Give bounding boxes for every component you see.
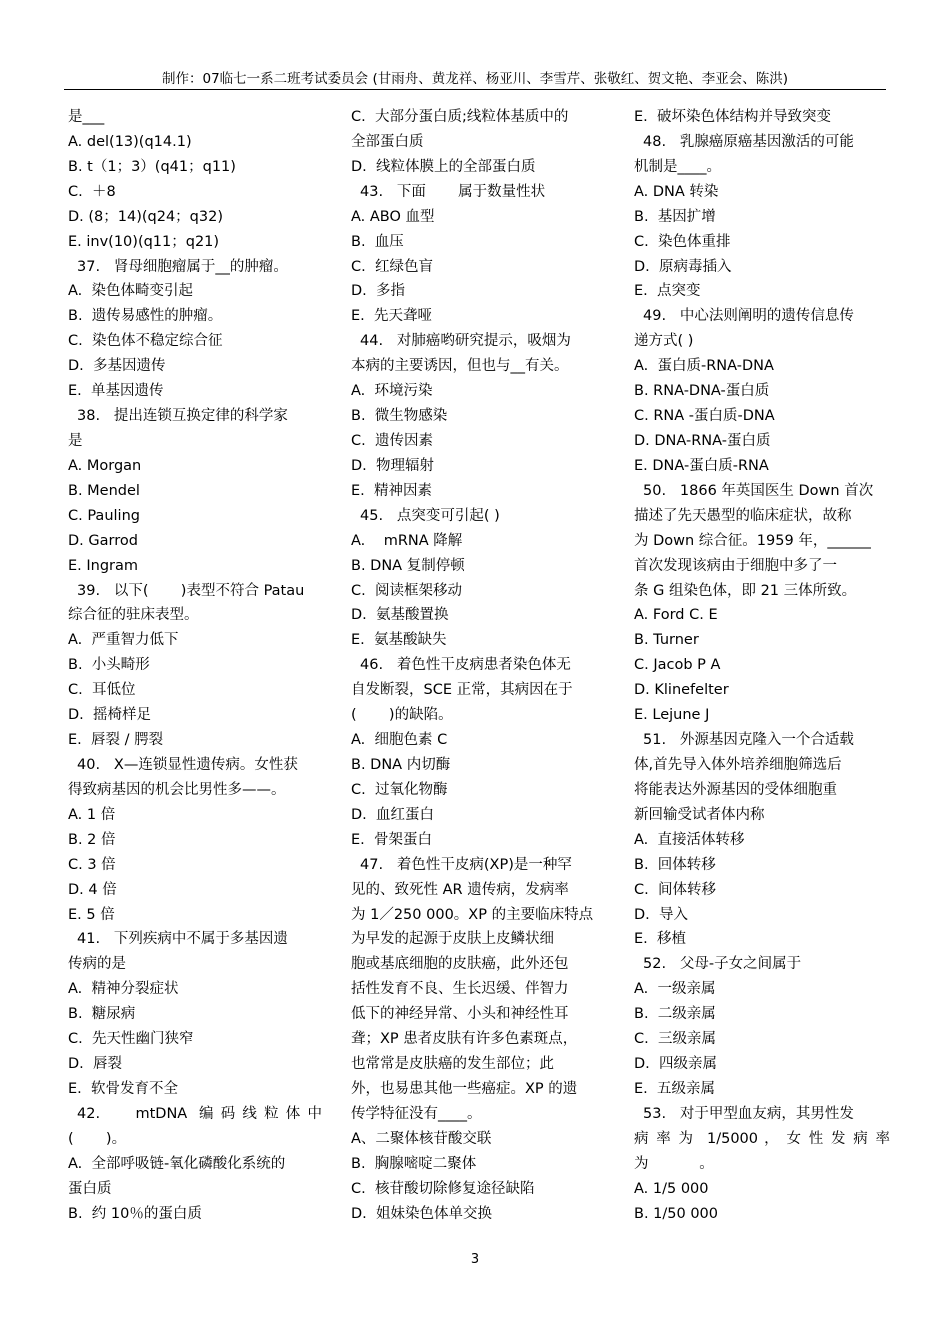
text-line: C. 遗传因素 xyxy=(351,432,433,449)
text-line: E. 5 倍 xyxy=(68,906,115,923)
text-line: 将能表达外源基因的受体细胞重 xyxy=(634,781,837,798)
text-line: E. 氨基酸缺失 xyxy=(351,632,447,649)
text-line: B. Turner xyxy=(634,632,699,649)
text-line: A、二聚体核苷酸交联 xyxy=(351,1130,492,1147)
text-line: A. 全部呼吸链-氧化磷酸化系统的 xyxy=(68,1155,286,1172)
text-line: 机制是____。 xyxy=(634,158,721,175)
text-line: A. 直接活体转移 xyxy=(634,831,745,848)
text-line: B. 胸腺嘧啶二聚体 xyxy=(351,1155,477,1172)
text-line: D. 导入 xyxy=(634,906,688,923)
text-line: C. 红绿色盲 xyxy=(351,258,433,275)
text-line: C. 染色体重排 xyxy=(634,233,731,250)
question-line: 39. 以下( )表型不符合 Patau xyxy=(77,582,305,599)
question-line: 48. 乳腺癌原癌基因激活的可能 xyxy=(643,133,854,150)
text-line: A. 细胞色素 C xyxy=(351,732,448,749)
text-line: A. mRNA 降解 xyxy=(351,532,463,549)
text-line: 传学特征没有____。 xyxy=(351,1105,482,1122)
text-line: A. DNA 转染 xyxy=(634,183,719,200)
question-line: 52. 父母-子女之间属于 xyxy=(643,956,802,973)
text-line: C. 阅读框架移动 xyxy=(351,582,462,599)
text-line: D. 姐妹染色体单交换 xyxy=(351,1205,492,1222)
text-line: C. 三级亲属 xyxy=(634,1031,716,1048)
text-line: A. 一级亲属 xyxy=(634,981,716,998)
text-line: D. Klinefelter xyxy=(634,682,729,699)
text-line: E. 单基因遗传 xyxy=(68,383,164,400)
text-line: E. 破坏染色体结构并导致突变 xyxy=(634,109,831,125)
text-line: A. Ford C. E xyxy=(634,607,718,624)
text-line: B. 2 倍 xyxy=(68,831,116,848)
question-line: 40. X—连锁显性遗传病。女性获 xyxy=(77,756,298,773)
text-line: B. 小头畸形 xyxy=(68,657,150,674)
question-line: 41. 下列疾病中不属于多基因遗 xyxy=(77,931,288,948)
question-line: 45. 点突变可引起( ) xyxy=(360,507,500,524)
text-line: ( )的缺陷。 xyxy=(351,707,453,724)
text-line: A. 精神分裂症状 xyxy=(68,981,179,998)
text-line: D. 血红蛋白 xyxy=(351,806,434,823)
question-line: 46. 着色性干皮病患者染色体无 xyxy=(360,657,571,674)
text-line: D. 原病毒插入 xyxy=(634,258,732,275)
text-line: E. inv(10)(q11；q21) xyxy=(68,233,220,250)
text-line: D. 物理辐射 xyxy=(351,457,434,474)
column-1 xyxy=(68,105,322,1226)
question-line: 37. 肾母细胞瘤属于__的肿瘤。 xyxy=(77,258,288,275)
text-line: 得致病基因的机会比男性多——。 xyxy=(68,781,286,798)
text-line: A. ABO 血型 xyxy=(351,208,435,225)
text-line: D. 多基因遗传 xyxy=(68,358,166,375)
text-line: 也常常是皮肤癌的发生部位；此 xyxy=(351,1056,554,1073)
text-line: A. 染色体畸变引起 xyxy=(68,283,193,300)
text-line: 传病的是 xyxy=(68,956,126,973)
text-line: E. 点突变 xyxy=(634,283,701,300)
text-line: 聋；XP 患者皮肤有许多色素斑点， xyxy=(351,1031,578,1048)
text-line: D. 摇椅样足 xyxy=(68,707,151,724)
text-line: B. DNA 内切酶 xyxy=(351,756,451,773)
text-line: 低下的神经异常、小头和神经性耳 xyxy=(351,1006,569,1023)
text-line: E. DNA-蛋白质-RNA xyxy=(634,457,769,474)
header-rule xyxy=(64,89,886,90)
text-line: D. 线粒体膜上的全部蛋白质 xyxy=(351,158,536,175)
text-line: B. DNA 复制停顿 xyxy=(351,557,465,574)
text-line: B. Mendel xyxy=(68,482,140,499)
text-line: B. 血压 xyxy=(351,233,404,250)
question-line: 38. 提出连锁互换定律的科学家 xyxy=(77,408,288,425)
text-line: B. 约 10％的蛋白质 xyxy=(68,1205,202,1222)
text-line: A. 严重智力低下 xyxy=(68,632,179,649)
text-line: 描述了先天愚型的临床症状，故称 xyxy=(634,507,852,524)
text-line: A. 1/5 000 xyxy=(634,1180,709,1197)
text-line: D. (8；14)(q24；q32) xyxy=(68,208,223,225)
text-line: B. 糖尿病 xyxy=(68,1006,136,1023)
text-line: 全部蛋白质 xyxy=(351,133,424,150)
text-line: B. 遗传易感性的肿瘤。 xyxy=(68,308,223,325)
text-line: A. 环境污染 xyxy=(351,383,433,400)
page-header: 制作：07临七一系二班考试委员会 (甘雨舟、黄龙祥、杨亚川、李雪芹、张敬红、贺文艳、李亚会、陈洪) xyxy=(161,71,788,87)
text-line: D. 4 倍 xyxy=(68,881,117,898)
text-line: E. 唇裂 / 腭裂 xyxy=(68,732,164,749)
text-line: C. 耳低位 xyxy=(68,682,136,699)
text-line: C. Pauling xyxy=(68,507,140,524)
text-line: 为 Down 综合征。1959 年，______ xyxy=(634,532,871,549)
text-line: E. 骨架蛋白 xyxy=(351,831,432,848)
text-line: C. 3 倍 xyxy=(68,856,116,873)
text-line: C. 先天性幽门狭窄 xyxy=(68,1031,194,1048)
text-line: E. 软骨发育不全 xyxy=(68,1080,178,1097)
text-line: C. 过氧化物酶 xyxy=(351,781,448,798)
text-line: 自发断裂，SCE 正常，其病因在于 xyxy=(351,682,573,699)
text-line: B. 1/50 000 xyxy=(634,1205,719,1222)
text-line: C. 核苷酸切除修复途径缺陷 xyxy=(351,1180,535,1197)
text-line: D. DNA-RNA-蛋白质 xyxy=(634,432,771,449)
text-line: E. 五级亲属 xyxy=(634,1080,715,1097)
text-line: A. 1 倍 xyxy=(68,806,116,823)
text-line: D. 唇裂 xyxy=(68,1056,122,1073)
question-line: 44. 对肺癌哟研究提示，吸烟为 xyxy=(360,333,571,350)
column-3 xyxy=(634,105,890,1226)
text-line: B. 微生物感染 xyxy=(351,408,448,425)
question-line: 53. 对于甲型血友病，其男性发 xyxy=(643,1105,854,1122)
text-line: 是 xyxy=(68,432,83,449)
text-line: 为早发的起源于皮肤上皮鳞状细 xyxy=(351,931,554,948)
text-line: C. Jacob P A xyxy=(634,657,721,674)
text-line: E. 精神因素 xyxy=(351,482,432,499)
text-line: ( )。 xyxy=(68,1130,127,1147)
text-line: 条 G 组染色体，即 21 三体所致。 xyxy=(634,582,857,599)
question-line: 43. 下面 属于数量性状 xyxy=(360,183,546,200)
text-line: E. 先天聋哑 xyxy=(351,308,432,325)
text-line: A. 蛋白质-RNA-DNA xyxy=(634,358,774,375)
text-line: C. 间体转移 xyxy=(634,881,716,898)
text-line: C. 染色体不稳定综合征 xyxy=(68,333,223,350)
page-number: 3 xyxy=(470,1252,480,1267)
text-line: B. 回体转移 xyxy=(634,856,716,873)
text-line: 本病的主要诱因，但也与__有关。 xyxy=(351,358,569,375)
question-line: 49. 中心法则阐明的遗传信息传 xyxy=(643,308,854,325)
text-line: 括性发育不良、生长迟缓、伴智力 xyxy=(351,981,569,998)
text-line: B. RNA-DNA-蛋白质 xyxy=(634,383,770,400)
text-line: B. 二级亲属 xyxy=(634,1006,716,1023)
question-line: 50. 1866 年英国医生 Down 首次 xyxy=(643,482,874,499)
text-line: E. Lejune J xyxy=(634,707,710,724)
text-line: A. Morgan xyxy=(68,457,142,474)
text-line: D. 氨基酸置换 xyxy=(351,607,449,624)
text-line: E. 移植 xyxy=(634,931,686,948)
text-line: 递方式( ) xyxy=(634,333,694,350)
text-line: 体,首先导入体外培养细胞筛选后 xyxy=(634,756,842,773)
text-line: 外，也易患其他一些癌症。XP 的遗 xyxy=(351,1080,578,1097)
text-line: C. RNA -蛋白质-DNA xyxy=(634,408,775,425)
text-line: 胞或基底细胞的皮肤癌，此外还包 xyxy=(351,956,569,973)
text-line: 病 率 为 1/5000 ， 女 性 发 病 率 xyxy=(634,1130,890,1147)
text-line: D. Garrod xyxy=(68,532,138,549)
text-line: 首次发现该病由于细胞中多了一 xyxy=(634,557,837,574)
text-line: 见的、致死性 AR 遗传病，发病率 xyxy=(351,881,569,898)
text-line: C. ＋8 xyxy=(68,183,116,200)
text-line: 新回输受试者体内称 xyxy=(634,806,765,823)
text-line: B. t（1；3）(q41；q11) xyxy=(68,158,236,175)
text-line: A. del(13)(q14.1) xyxy=(68,133,192,150)
text-line: D. 多指 xyxy=(351,283,405,300)
question-line: 47. 着色性干皮病(XP)是一种罕 xyxy=(360,856,572,873)
text-line: E. Ingram xyxy=(68,557,139,574)
text-line: 蛋白质 xyxy=(68,1180,112,1197)
column-2 xyxy=(351,105,605,1226)
text-line: C. 大部分蛋白质;线粒体基质中的 xyxy=(351,109,569,125)
text-line: 为 1／250 000。XP 的主要临床特点 xyxy=(351,906,594,923)
text-line: D. 四级亲属 xyxy=(634,1056,717,1073)
question-line: 51. 外源基因克隆入一个合适载 xyxy=(643,732,854,749)
question-line: 42. mtDNA 编码线粒体中 xyxy=(77,1105,322,1122)
text-line: 综合征的驻床表型。 xyxy=(68,607,199,624)
text-line: 为 。 xyxy=(634,1155,714,1172)
text-line: 是___ xyxy=(68,109,105,125)
text-line: B. 基因扩增 xyxy=(634,208,716,225)
